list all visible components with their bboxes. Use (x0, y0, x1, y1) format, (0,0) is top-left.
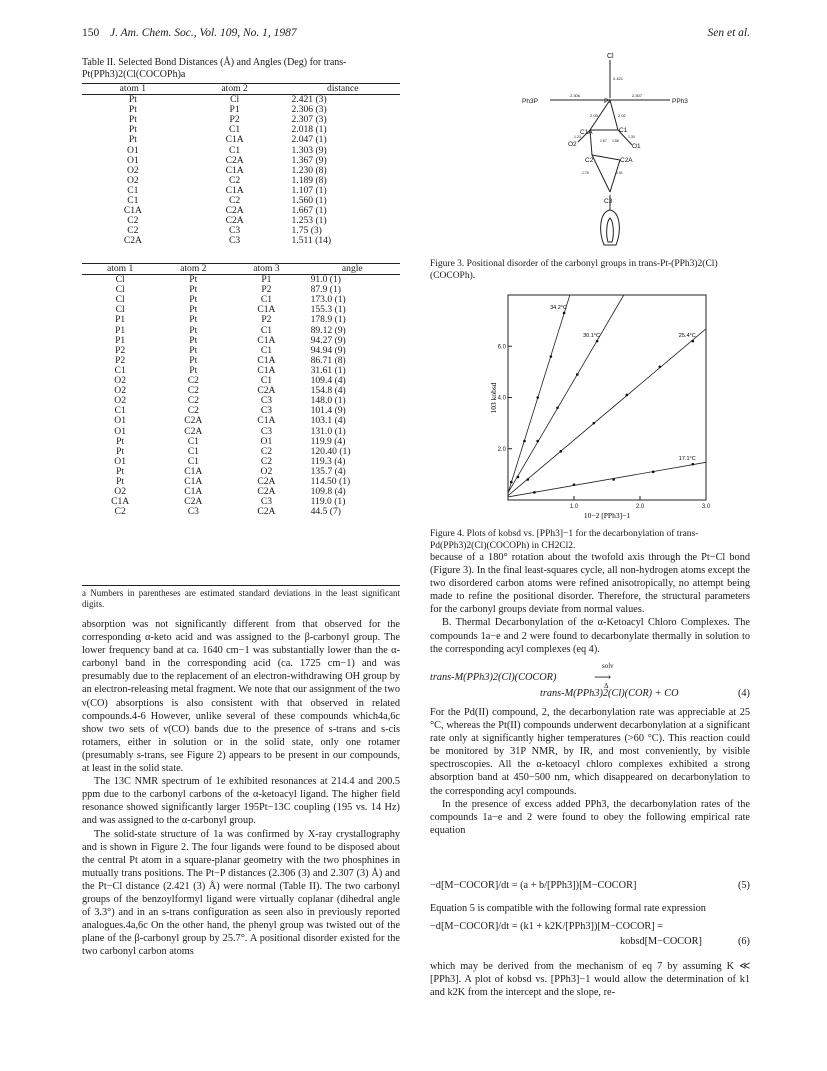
table-cell: C2A (184, 415, 203, 427)
table-cell: C2A (257, 486, 276, 498)
equation-6 (430, 921, 750, 951)
table-cell: 120.40 (1) (310, 445, 351, 457)
paragraph: The solid-state structure of 1a was confirmed by X-ray crystallography and is shown in Figure 2. The four ligands were found to be disposed about the central Pt atom in a square-planar geometry with the two phosphines in mutually trans positions. The Pt−P distances (2.306 (3) and 2.307 (3) Å) and the Pt−Cl distance (2.421 (3) Å) were normal (Table II). The two carbonyl groups of the benzoylformyl ligand were virtually coplanar (dihedral angle of 3.3°) and in an s-trans configuration as seen also in previously reported analogues.4a,6c On the other hand, the phenyl group was twisted out of the plane of the β-carbonyl group by 25.7°. A positional disorder existed for the two carbonyl carbon atoms (82, 828, 400, 958)
table-row (82, 427, 400, 437)
table-cell: 1.667 (1) (291, 205, 327, 217)
table-cell: O2 (114, 385, 127, 397)
table-cell: 91.0 (1) (310, 274, 341, 286)
table-cell: C3 (260, 405, 273, 417)
equation-5 (430, 880, 750, 891)
table-cell: C2A (257, 506, 276, 518)
equation-4 (430, 662, 750, 702)
y-tick-label: 6.0 (497, 344, 506, 351)
data-point (573, 483, 576, 486)
table-row (82, 447, 400, 457)
x-axis-label: 10−2 [PPh3]−1 (583, 511, 631, 520)
table-cell: C2 (187, 375, 199, 387)
table-cell: Cl (115, 274, 125, 286)
table-cell: Cl (115, 304, 125, 316)
table-cell: C1 (229, 144, 241, 156)
paragraph: absorption was not significantly different from that observed for the corresponding α-keto acid and was assigned to the β-carbonyl group. The lower frequency band at ca. 1640 cm−1 was substantially lower than the α-carbonyl band in the corresponding acid (ca. 1725 cm−1) and was presumably due to the replacement of an electron-withdrawing OH group by an electron-releasing metal fragment. We note that our assignment of the two ν(CO) absorptions is also consistent with that observed in related compounds.4-6 However, unlike several of these compounds which4a,6c show two sets of ν(CO) bands due to the presence of s-trans and s-cis rotamers, either in solution or in the solid state, only one rotamer (presumably s-trans, see Figure 2) appears to be present in our compounds, at least in the solid state. (82, 619, 400, 775)
series-line (508, 295, 570, 493)
table-row (82, 366, 400, 376)
table-cell: C1 (187, 435, 199, 447)
bond-angle-table (82, 264, 400, 517)
eq6-line2: kobsd[M−COCOR] (620, 936, 702, 947)
table-cell: C2A (123, 235, 142, 247)
table-cell: Pt (128, 94, 137, 106)
table-row (82, 487, 400, 497)
atom-label: C1 (619, 127, 628, 134)
table-cell: 2.018 (1) (291, 124, 327, 136)
table-cell: Pt (128, 114, 137, 126)
table-cell: O1 (114, 425, 127, 437)
table-cell: Pt (189, 344, 198, 356)
table-cell: 119.0 (1) (310, 496, 346, 508)
atom-label: C2A (620, 157, 633, 164)
table-cell: 1.107 (1) (291, 184, 327, 196)
eq5-remark: Equation 5 is compatible with the following formal rate expression (430, 903, 706, 914)
table-cell: 148.0 (1) (310, 395, 346, 407)
table-cell: Pt (116, 475, 125, 487)
data-point (692, 340, 695, 343)
table-cell: C1A (257, 354, 276, 366)
table-cell: 2.307 (3) (291, 114, 327, 126)
table-cell: O1 (260, 435, 273, 447)
table-cell: 1.75 (3) (291, 225, 322, 237)
table-caption: Table II. Selected Bond Distances (Å) and Angles (Deg) for trans-Pt(PPh3)2(Cl(COCOPh)a (82, 57, 347, 80)
table-cell: 119.9 (4) (310, 435, 346, 447)
table-cell: 135.7 (4) (310, 465, 346, 477)
table-cell: P2 (261, 284, 272, 296)
paragraph: The 13C NMR spectrum of 1e exhibited resonances at 214.4 and 200.5 ppm due to the carbonyl carbons of the α-ketoacyl ligand. The higher field resonance showed significantly larger 195Pt−13C coupling (195 vs. 14 Hz) and was assigned to the α-carbonyl group. (82, 776, 400, 827)
table-cell: C1 (127, 195, 139, 207)
left-body-text (82, 618, 400, 958)
table-row (82, 236, 400, 246)
paragraph: For the Pd(II) compound, 2, the decarbonylation rate was appreciable at 25 °C, whereas the Pt(II) compounds underwent decarbonylation at a significant rate only at significantly higher temperatures (>60 °C). This reaction could be monitored by 31P NMR, by IR, and most conveniently, by visible spectroscopies. All the α-ketoacyl chloro complexes exhibited a strong absorption band at 450−500 nm, which disappeared on decarbonylation to the corresponding acyl compounds. (430, 707, 750, 797)
paragraph: B. Thermal Decarbonylation of the α-Ketoacyl Chloro Complexes. The compounds 1a−e and 2 were found to decarbonylate thermally in solution to the corresponding acyl complexes (eq 4). (430, 617, 750, 655)
col-header: angle (305, 264, 400, 275)
data-point (560, 450, 563, 453)
table-cell: C2 (114, 506, 126, 518)
table-cell: P1 (261, 274, 272, 286)
table-row (82, 386, 400, 396)
table-row (82, 497, 400, 507)
distance-label: 2.421 (613, 76, 624, 81)
eq5-text: −d[M−COCOR]/dt = (a + b/[PPh3])[M−COCOR] (430, 880, 637, 891)
right-body-text-3: which may be derived from the mechanism of eq 7 by assuming K ≪ [PPh3]. A plot of kobsd vs. [PPh3]−1 would allow the determination of k1 and k2K from the intercept and the slope, re- (430, 961, 750, 999)
table-cell: C1 (229, 124, 241, 136)
figure-3-caption: Figure 3. Positional disorder of the carbonyl groups in trans-Pt-(PPh3)2(Cl)(COCOPh). (430, 259, 718, 281)
data-point (659, 365, 662, 368)
atom-label: Pt (604, 98, 611, 105)
table-cell: C1 (127, 184, 139, 196)
series-line (508, 295, 624, 493)
table-cell: P2 (115, 354, 126, 366)
table-row (82, 396, 400, 406)
distance-label: 1.56 (612, 139, 619, 143)
y-tick-label: 2.0 (497, 446, 506, 453)
table-cell: C2 (260, 445, 273, 457)
table-cell: 178.9 (1) (310, 314, 346, 326)
series-label: 25.4°C (678, 333, 696, 340)
table-cell: 1.189 (8) (291, 174, 327, 186)
figure-3-structure (520, 50, 700, 250)
table-cell: C2A (225, 154, 244, 166)
table-cell: 1.560 (1) (291, 195, 327, 207)
table-cell: Pt (189, 304, 198, 316)
table-cell: C2 (187, 385, 199, 397)
table-cell: O1 (127, 154, 139, 166)
col-header: atom 1 (82, 264, 158, 275)
data-point (517, 476, 520, 479)
table-cell: C2 (127, 225, 139, 237)
col-header: atom 2 (158, 264, 228, 275)
table-cell: 1.367 (9) (291, 154, 327, 166)
table-cell: 1.303 (9) (291, 144, 327, 156)
bond-distance-table (82, 84, 400, 247)
table-cell: 114.50 (1) (310, 475, 351, 487)
data-point (556, 406, 559, 409)
table-cell: 1.230 (8) (291, 164, 327, 176)
atom-label: O2 (568, 141, 577, 148)
distance-label: 2.307 (632, 93, 643, 98)
y-axis-label: 103 kobsd (489, 382, 498, 414)
table-cell: C1A (257, 304, 276, 316)
table-cell: C1 (187, 455, 199, 467)
figure-4-chart (488, 290, 716, 530)
table-cell: Pt (189, 274, 198, 286)
eq4-rhs: trans-M(PPh3)2(Cl)(COR) + CO (540, 688, 679, 699)
table-cell: Pt (189, 334, 198, 346)
table-cell: C1A (257, 334, 276, 346)
eq4-lhs: trans-M(PPh3)2(Cl)(COCOR) (430, 672, 557, 683)
table-cell: P1 (229, 104, 240, 116)
table-cell: C2A (184, 425, 203, 437)
distance-label: 1.75 (582, 171, 589, 175)
distance-label: 2.306 (570, 93, 581, 98)
table-cell: Pt (128, 124, 137, 136)
table-cell: 131.0 (1) (310, 425, 346, 437)
col-header: distance (286, 84, 401, 95)
data-point (510, 481, 513, 484)
table-cell: Pt (189, 364, 198, 376)
table-cell: 44.5 (7) (310, 506, 341, 518)
col-header: atom 1 (82, 84, 184, 95)
data-point (593, 422, 596, 425)
table-cell: C1A (184, 486, 203, 498)
table-cell: 89.12 (9) (310, 324, 346, 336)
paragraph: In the presence of excess added PPh3, the decarbonylation rates of the compounds 1a−e and 2 were found to obey the following empirical rate equation (430, 798, 750, 836)
table-cell: P2 (115, 344, 126, 356)
table-cell: C1A (225, 184, 244, 196)
table-cell: C2A (184, 496, 203, 508)
right-body-text-2 (430, 706, 750, 837)
table-cell: C1A (225, 134, 244, 146)
atom-label: PPh3 (672, 98, 688, 105)
table-row (82, 416, 400, 426)
table-cell: C3 (229, 225, 241, 237)
table-row (82, 457, 400, 467)
data-point (523, 440, 526, 443)
table-row (82, 285, 400, 295)
eq4-arrow: ⟶ (594, 670, 612, 684)
data-point (576, 373, 579, 376)
table-cell: Pt (189, 354, 198, 366)
table-row (82, 477, 400, 487)
col-header: atom 2 (184, 84, 286, 95)
x-tick-label: 1.0 (569, 504, 579, 510)
atom-label: C1A (580, 129, 593, 136)
table-cell: Pt (116, 465, 125, 477)
table-row (82, 336, 400, 346)
running-header (82, 27, 750, 43)
series-label: 30.1°C (583, 333, 600, 340)
y-tick-label: 4.0 (497, 395, 506, 402)
table-cell: Cl (115, 294, 125, 306)
table-cell: C3 (229, 235, 241, 247)
data-point (692, 463, 695, 466)
table-cell: Pt (116, 435, 125, 447)
atom-label: Cl (607, 53, 614, 60)
table-cell: Cl (115, 284, 125, 296)
table-cell: 2.047 (1) (291, 134, 327, 146)
table-cell: 31.61 (1) (310, 364, 346, 376)
table-row (82, 376, 400, 386)
table-cell: 109.4 (4) (310, 375, 346, 387)
table-cell: O2 (114, 375, 127, 387)
table-cell: 2.306 (3) (291, 104, 327, 116)
table-cell: C1A (225, 164, 244, 176)
table-cell: C2 (187, 405, 199, 417)
data-point (563, 312, 566, 315)
table-row (82, 295, 400, 305)
table-cell: C1 (260, 344, 273, 356)
table-cell: P1 (115, 314, 126, 326)
eq4-number: (4) (737, 688, 750, 699)
atom-label: C2 (585, 157, 594, 164)
table-cell: Pt (128, 134, 137, 146)
table-cell: Pt (189, 284, 198, 296)
series-line (508, 462, 706, 497)
table-cell: C2 (187, 395, 199, 407)
table-cell: Pt (116, 445, 125, 457)
table-cell: P2 (261, 314, 272, 326)
eq4-under: Δ (604, 682, 609, 690)
eq5-number: (5) (737, 880, 750, 891)
table-cell: C2A (225, 205, 244, 217)
distance-label: 1.51 (616, 171, 623, 175)
table-cell: C1A (111, 496, 130, 508)
table-cell: 94.27 (9) (310, 334, 346, 346)
table-cell: Cl (230, 94, 240, 106)
data-point (626, 394, 629, 397)
distance-label: 1.67 (600, 139, 607, 143)
series-label: 17.1°C (678, 456, 696, 463)
data-point (527, 478, 530, 481)
eq6-line1: −d[M−COCOR]/dt = (k1 + k2K/[PPh3])[M−COCOR] = (430, 921, 664, 932)
table-row (82, 315, 400, 325)
data-point (550, 355, 553, 358)
journal-title: J. Am. Chem. Soc., Vol. 109, No. 1, 1987 (110, 27, 297, 39)
table-cell: C1A (184, 475, 203, 487)
data-point (536, 440, 539, 443)
table-cell: C2 (127, 215, 139, 227)
series-line (508, 329, 706, 496)
table-cell: 94.94 (9) (310, 344, 346, 356)
table-cell: Pt (189, 324, 198, 336)
table-bottom-rule (82, 585, 400, 586)
atom-label: C3 (604, 198, 613, 205)
table-cell: C3 (260, 425, 273, 437)
data-point (652, 471, 655, 474)
table-cell: C1 (114, 405, 126, 417)
page-number: 150 (82, 27, 100, 39)
table-cell: 2.421 (3) (291, 94, 327, 106)
table-cell: 86.71 (8) (310, 354, 346, 366)
table-row (82, 305, 400, 315)
table-cell: C1 (114, 364, 126, 376)
table-cell: O2 (114, 395, 127, 407)
col-header: atom 3 (228, 264, 304, 275)
table-cell: Pt (189, 294, 198, 306)
table-cell: P1 (115, 324, 126, 336)
atom-label: Ph3P (522, 98, 538, 105)
table-cell: 155.3 (1) (310, 304, 346, 316)
table-cell: C1 (187, 445, 199, 457)
table-cell: C2 (229, 195, 241, 207)
table-cell: C1 (260, 324, 273, 336)
figure-4-caption: Figure 4. Plots of kobsd vs. [PPh3]−1 for the decarbonylation of trans-Pd(PPh3)2(Cl)(COCOPh) in CH2Cl2. (430, 529, 699, 551)
table-cell: C1A (184, 465, 203, 477)
table-cell: O1 (114, 455, 127, 467)
series-label: 34.2°C (550, 304, 567, 311)
eq6-number: (6) (737, 936, 750, 947)
table-cell: C2A (257, 385, 276, 397)
table-cell: C3 (187, 506, 199, 518)
table-cell: C1A (257, 364, 276, 376)
table-cell: Pt (189, 314, 198, 326)
table-cell: C3 (260, 395, 273, 407)
x-tick-label: 3.0 (701, 504, 711, 510)
table-cell: O2 (127, 174, 139, 186)
table-cell: 119.3 (4) (310, 455, 346, 467)
table-cell: C2A (225, 215, 244, 227)
table-cell: C1 (260, 375, 273, 387)
data-point (536, 396, 539, 399)
table-cell: C2 (260, 455, 273, 467)
paragraph: because of a 180° rotation about the twofold axis through the Pt−Cl bond (Figure 3). In the final least-squares cycle, all non-hydrogen atoms except the two disordered carbon atoms were refined anisotropically, no attempt being made to refine the positional disorder. Therefore, the structural parameters for the carbonyl groups deviate from normal values. (430, 552, 750, 616)
table-row (82, 467, 400, 477)
data-point (533, 491, 536, 494)
table-cell: 154.8 (4) (310, 385, 346, 397)
table-row (82, 326, 400, 336)
eq4-over: solv (602, 662, 614, 670)
distance-label: 2.05 (590, 113, 598, 118)
table-cell: O1 (114, 415, 127, 427)
table-cell: C3 (260, 496, 273, 508)
table-row (82, 346, 400, 356)
data-point (612, 478, 615, 481)
table-row (82, 406, 400, 416)
table-footnote: a Numbers in parentheses are estimated standard deviations in the least significant digits. (82, 588, 400, 609)
distance-label: 1.23 (574, 135, 581, 139)
table-cell: C1A (123, 205, 142, 217)
table-cell: O2 (260, 465, 273, 477)
table-cell: 109.8 (4) (310, 486, 346, 498)
table-row (82, 437, 400, 447)
table-row (82, 507, 400, 517)
x-tick-label: 2.0 (635, 504, 645, 510)
table-cell: 1.511 (14) (291, 235, 332, 247)
distance-label: 1.30 (628, 135, 635, 139)
table-cell: O1 (127, 144, 139, 156)
table-cell: C1 (260, 294, 273, 306)
atom-label: O1 (632, 143, 641, 150)
table-cell: C1A (257, 415, 276, 427)
table-cell: O2 (114, 486, 127, 498)
distance-label: 2.02 (618, 113, 626, 118)
table-cell: Pt (128, 104, 137, 116)
right-body-text-1 (430, 551, 750, 656)
table-row (82, 275, 400, 286)
table-cell: 101.4 (9) (310, 405, 346, 417)
table-cell: P2 (229, 114, 240, 126)
table-row (82, 356, 400, 366)
table-cell: 103.1 (4) (310, 415, 346, 427)
table-cell: C2A (257, 475, 276, 487)
author-header: Sen et al. (707, 27, 750, 39)
table-cell: 1.253 (1) (291, 215, 327, 227)
table-cell: 87.9 (1) (310, 284, 341, 296)
table-cell: 173.0 (1) (310, 294, 346, 306)
table-cell: P1 (115, 334, 126, 346)
data-point (596, 340, 599, 343)
table-cell: O2 (127, 164, 139, 176)
table-cell: C2 (229, 174, 241, 186)
